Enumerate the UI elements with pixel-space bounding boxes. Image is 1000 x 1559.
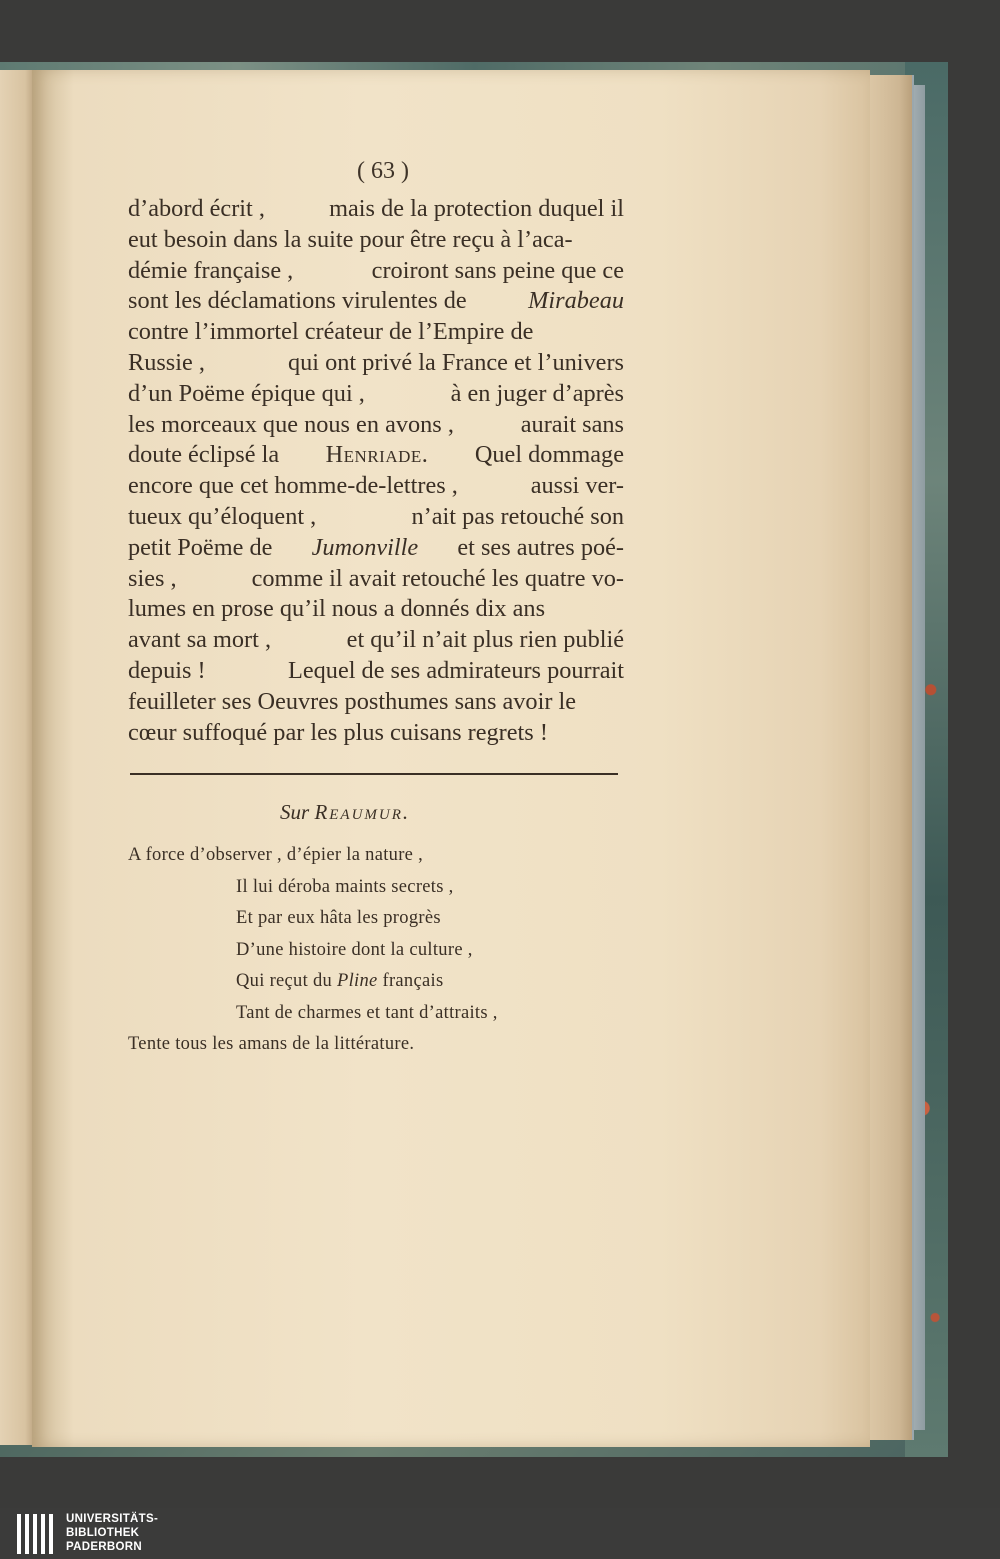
text-segment: feuilleter ses Oeuvres posthumes sans avoir le (128, 687, 577, 715)
text-segment: les morceaux que nous en avons , (128, 410, 454, 438)
verse-line (128, 966, 588, 998)
prose-line (128, 687, 624, 718)
text-segment: d’un Poëme épique qui , (128, 379, 365, 407)
text-segment: Lequel de ses admirateurs pourrait (288, 656, 624, 684)
verse-line: Il lui déroba maints secrets , (236, 876, 454, 897)
text-segment: qui ont privé la France et l’univers (287, 348, 624, 376)
prose-line (128, 256, 624, 287)
text-segment: et qu’il n’ait plus rien publié (346, 626, 624, 654)
text-segment: petit Poëme de (128, 533, 273, 561)
verse-text: Qui reçut du (236, 971, 333, 991)
prose-line (128, 348, 624, 379)
prose-line (128, 440, 624, 471)
text-segment: Russie , (128, 348, 205, 376)
prose-line (128, 317, 624, 348)
text-segment: Quel dommage (474, 441, 624, 469)
verse-line: Tente tous les amans de la littérature. (128, 1034, 415, 1054)
name-mirabeau: Mirabeau (528, 287, 624, 315)
verse-line: Tant de charmes et tant d’attraits , (236, 1002, 498, 1023)
text-segment: et ses autres poé- (457, 533, 624, 561)
prose-line (128, 656, 624, 687)
name-jumonville: Jumonville (311, 533, 419, 561)
poem-title (280, 800, 480, 825)
text-segment: d’abord écrit , (128, 195, 265, 222)
verse-line: D’une histoire dont la culture , (236, 939, 473, 960)
library-name-line: UNIVERSITÄTS- (66, 1513, 159, 1525)
page-number: ( 63 ) (357, 158, 409, 184)
prose-line (128, 625, 624, 656)
verse-text: français (382, 971, 444, 991)
poem-title-name: Reaumur. (314, 800, 411, 824)
title-henriade: Henriade. (325, 441, 429, 469)
text-segment: tueux qu’éloquent , (128, 502, 317, 530)
text-segment: doute éclipsé la (128, 441, 280, 469)
text-segment: croiront sans peine que ce (371, 256, 624, 284)
name-pline: Pline (337, 971, 378, 991)
library-name-line: BIBLIOTHEK (66, 1527, 140, 1539)
prose-block (128, 194, 624, 748)
library-logo-icon (15, 1512, 59, 1556)
prose-line (128, 286, 624, 317)
prose-line (128, 533, 624, 564)
prose-line (128, 594, 624, 625)
text-segment: eut besoin dans la suite pour être reçu à l’aca- (128, 225, 573, 253)
verse-line: Et par eux hâta les progrès (236, 908, 441, 928)
text-segment: à en juger d’après (450, 379, 624, 407)
verse-line: A force d’observer , d’épier la nature , (128, 845, 424, 865)
text-segment: aussi ver- (530, 472, 624, 500)
prose-line (128, 410, 624, 441)
text-segment: comme il avait retouché les quatre vo- (251, 564, 624, 592)
prose-line (128, 225, 624, 256)
text-segment: sies , (128, 564, 177, 592)
poem-title-prefix: Sur (280, 800, 310, 824)
prose-line (128, 564, 624, 595)
text-segment: aurait sans (520, 410, 624, 438)
library-name (66, 1512, 158, 1554)
text-segment: cœur suffoqué par les plus cuisans regrets ! (128, 718, 548, 746)
prose-line (128, 194, 624, 225)
prose-line (128, 502, 624, 533)
facing-page-edge (0, 70, 36, 1445)
text-segment: sont les déclamations virulentes de (128, 287, 467, 315)
text-segment: encore que cet homme-de-lettres , (128, 472, 458, 500)
prose-line (128, 379, 624, 410)
prose-line (128, 718, 624, 749)
text-segment: n’ait pas retouché son (411, 502, 624, 530)
text-segment: lumes en prose qu’il nous a donnés dix ans (128, 595, 546, 623)
poem (128, 840, 588, 1061)
prose-line (128, 471, 624, 502)
text-segment: contre l’immortel créateur de l’Empire de (128, 318, 534, 346)
text-segment: démie française , (128, 256, 294, 284)
text-segment: avant sa mort , (128, 626, 272, 654)
text-segment: depuis ! (128, 656, 206, 684)
library-name-line: PADERBORN (66, 1541, 142, 1553)
section-divider (130, 773, 618, 775)
text-segment: mais de la protection duquel il (329, 195, 624, 222)
